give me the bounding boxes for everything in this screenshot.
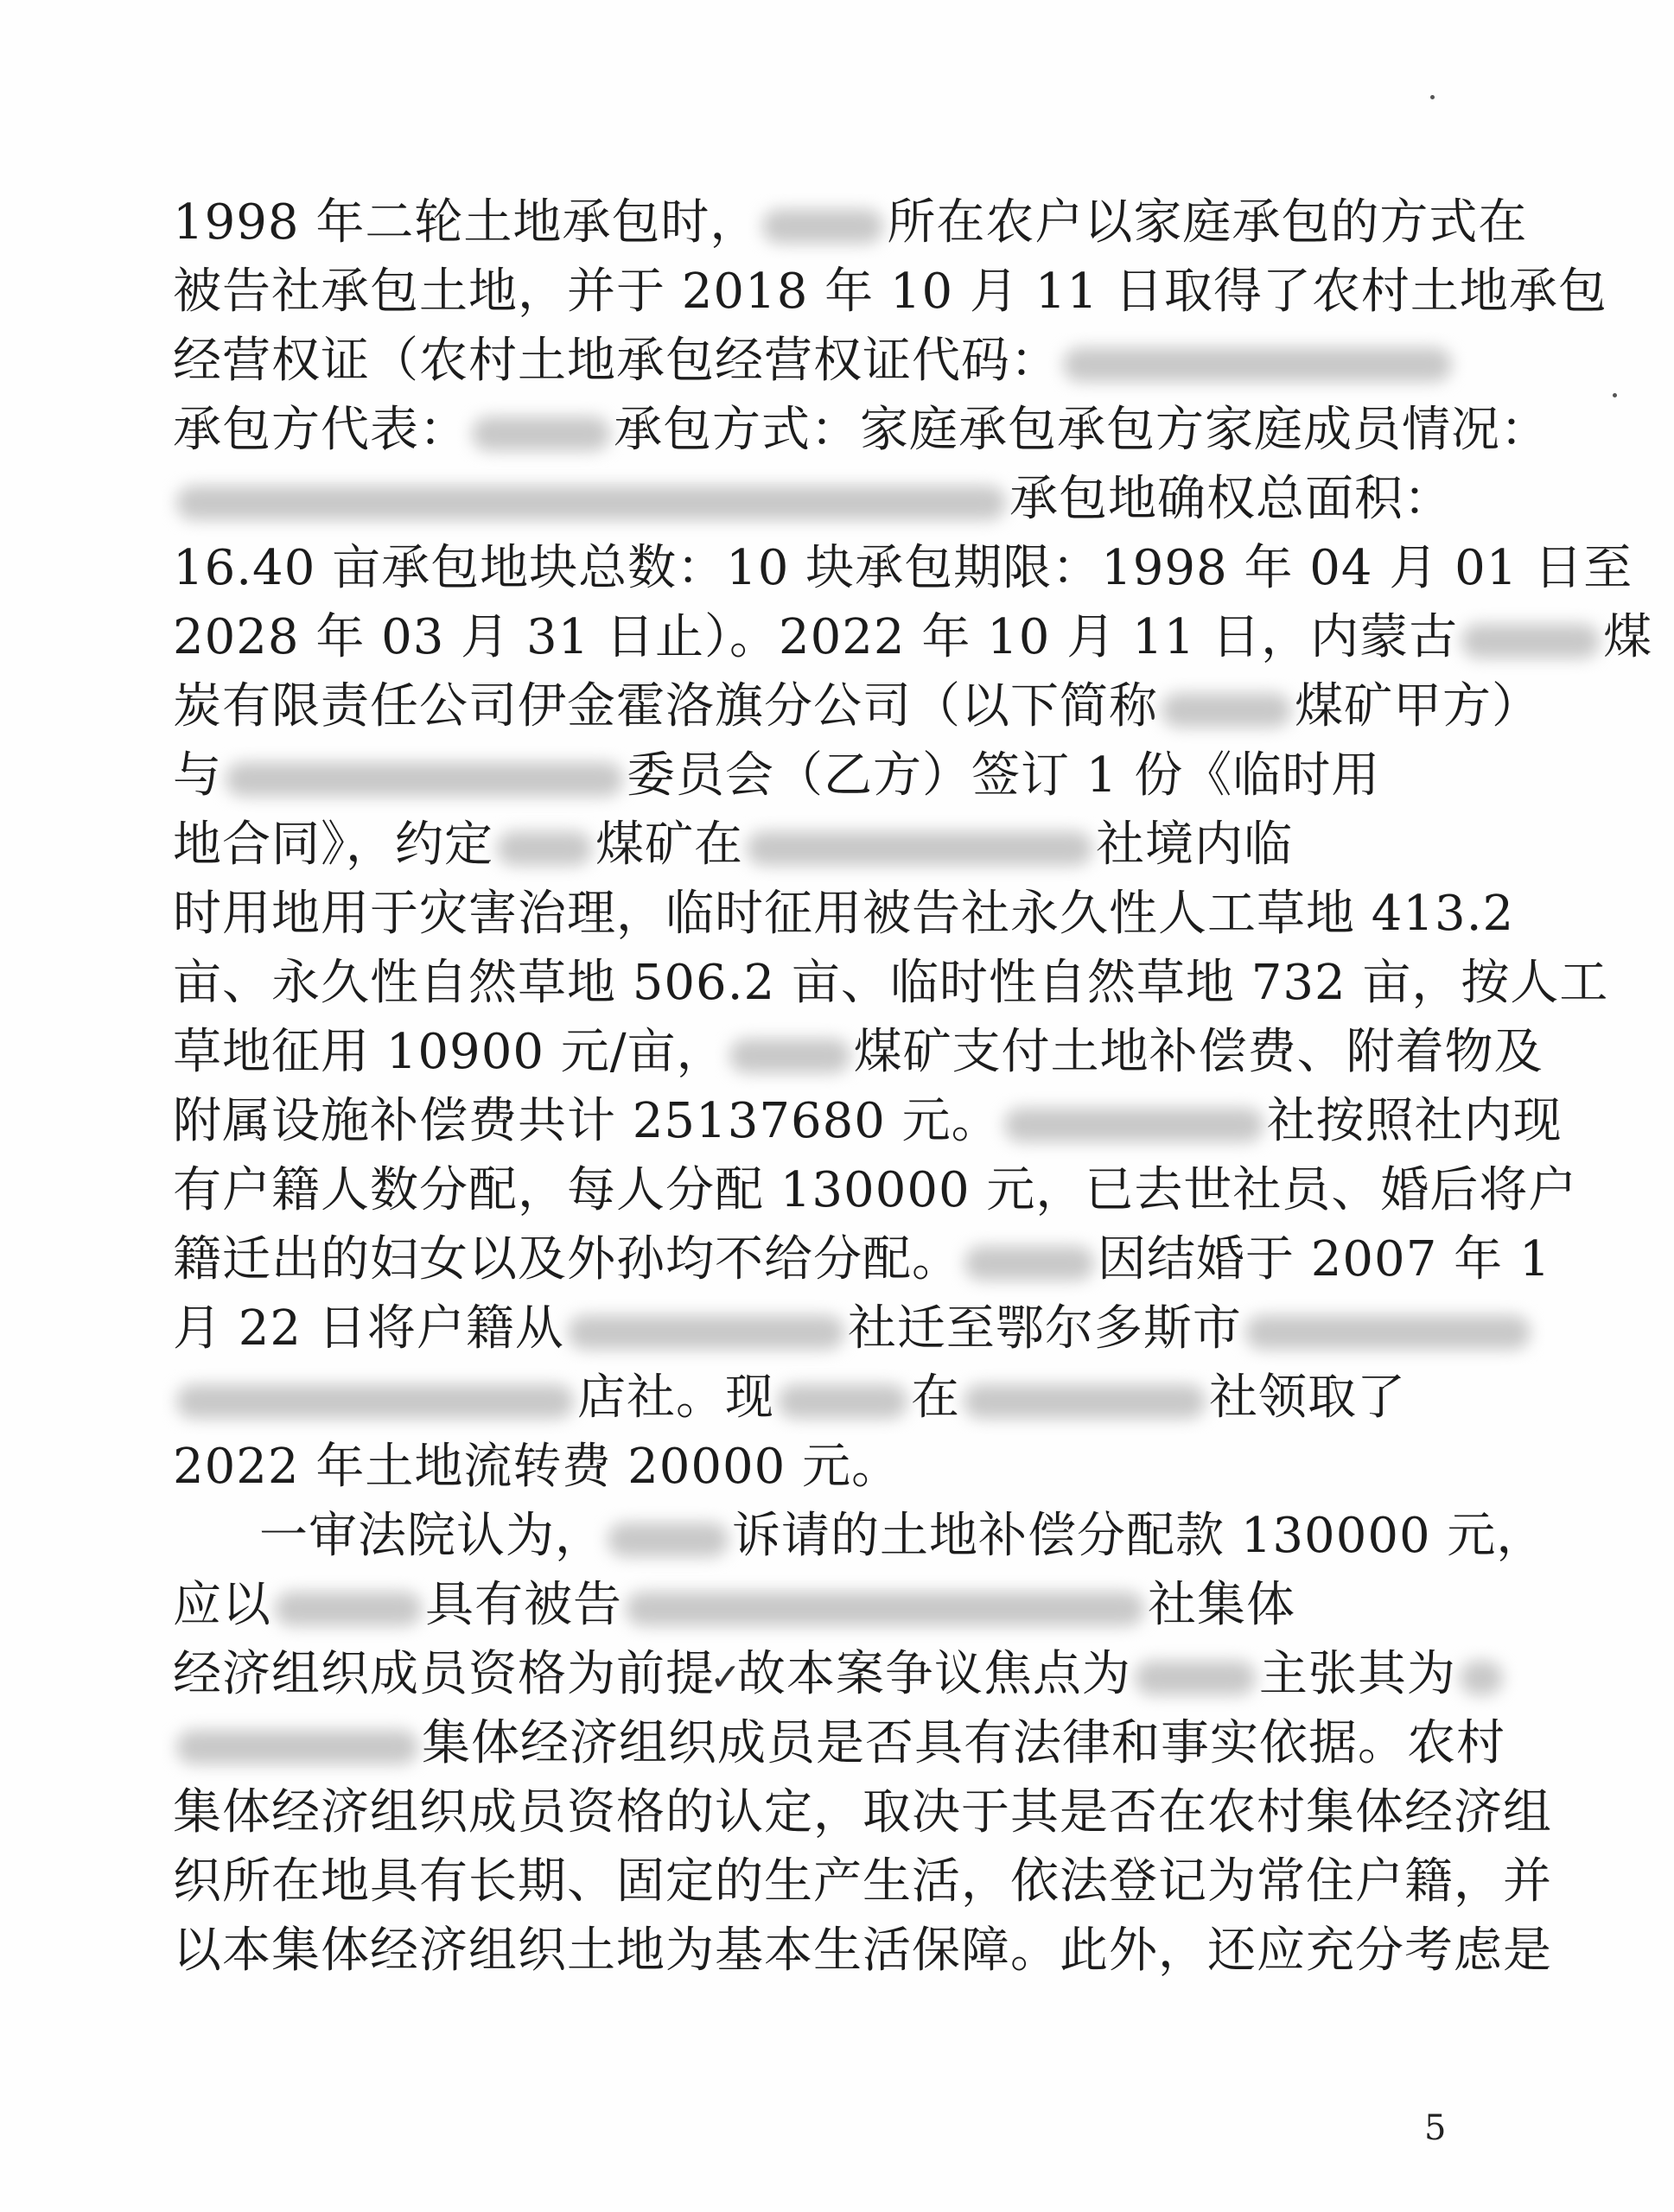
redacted-name bbox=[1135, 1661, 1256, 1695]
text-line bbox=[173, 741, 1452, 810]
text-line bbox=[173, 1294, 1452, 1363]
text-line bbox=[173, 465, 1452, 534]
text-segment: 与 bbox=[173, 747, 222, 804]
redacted-company-name bbox=[497, 831, 592, 866]
scan-speck bbox=[1613, 393, 1617, 397]
text-segment: 2028 年 03 月 31 日止）。2022 年 10 月 11 日，内蒙古 bbox=[173, 609, 1459, 665]
text-segment: 地合同》，约定 bbox=[173, 817, 493, 873]
text-segment: 诉请的土地补偿分配款 130000 元， bbox=[732, 1508, 1546, 1564]
text-segment: 社集体 bbox=[1148, 1577, 1295, 1633]
redacted-village-name bbox=[226, 762, 623, 797]
redacted-company-name bbox=[729, 1039, 850, 1073]
text-line bbox=[173, 810, 1452, 880]
text-segment: 16.40 亩承包地块总数：10 块承包期限：1998 年 04 月 01 日至 bbox=[173, 540, 1633, 596]
text-line bbox=[173, 1087, 1563, 1156]
text-segment: 社按照社内现 bbox=[1266, 1093, 1563, 1149]
redacted-village-name bbox=[568, 1315, 844, 1350]
redacted-name bbox=[762, 209, 883, 244]
text-line bbox=[173, 327, 1452, 396]
scan-speck bbox=[1430, 95, 1435, 99]
text-line bbox=[173, 534, 1633, 603]
text-segment: 集体经济组织成员资格的认定，取决于其是否在农村集体经济组 bbox=[173, 1784, 1552, 1840]
text-line bbox=[173, 1916, 1552, 1986]
text-line bbox=[173, 880, 1515, 949]
text-segment: 1998 年二轮土地承包时， bbox=[173, 194, 760, 251]
text-segment: 店社。现 bbox=[577, 1370, 774, 1426]
text-segment: 2022 年土地流转费 20000 元。 bbox=[173, 1439, 901, 1495]
redacted-place-name bbox=[176, 1384, 574, 1419]
text-segment: 应以 bbox=[173, 1577, 271, 1633]
text-segment: 炭有限责任公司伊金霍洛旗分公司（以下简称 bbox=[173, 678, 1158, 734]
text-line bbox=[259, 1502, 1546, 1571]
redacted-village-name bbox=[1004, 1108, 1263, 1142]
text-line bbox=[173, 1018, 1544, 1087]
text-segment: 月 22 日将户籍从 bbox=[173, 1300, 564, 1357]
text-segment: 亩、永久性自然草地 506.2 亩、临时性自然草地 732 亩，按人工 bbox=[173, 955, 1609, 1011]
text-line bbox=[173, 1571, 1452, 1640]
text-line bbox=[173, 1363, 1452, 1433]
redacted-village-name bbox=[964, 1384, 1206, 1419]
text-segment: 经营权证（农村土地承包经营权证代码： bbox=[173, 333, 1060, 389]
text-segment: 被告社承包土地，并于 2018 年 10 月 11 日取得了农村土地承包 bbox=[173, 264, 1607, 320]
redacted-village-name bbox=[1460, 1661, 1503, 1695]
text-line bbox=[173, 396, 1550, 465]
text-line bbox=[173, 188, 1528, 257]
text-line bbox=[173, 1778, 1552, 1847]
redacted-village-name bbox=[747, 831, 1092, 866]
text-line bbox=[173, 1225, 1551, 1294]
text-line bbox=[173, 1847, 1552, 1916]
text-line bbox=[173, 1433, 1452, 1502]
text-segment: 故本案争议焦点为 bbox=[736, 1646, 1131, 1702]
redacted-company-name bbox=[1461, 624, 1600, 658]
page-number: 5 bbox=[1424, 2108, 1447, 2148]
redacted-name bbox=[608, 1522, 729, 1557]
text-line bbox=[173, 672, 1541, 741]
text-segment: 在 bbox=[911, 1370, 960, 1426]
text-segment: 社境内临 bbox=[1096, 817, 1293, 873]
text-segment: 煤矿甲方） bbox=[1295, 678, 1541, 734]
text-segment: 具有被告 bbox=[425, 1577, 622, 1633]
text-segment: 社领取了 bbox=[1209, 1370, 1406, 1426]
text-line bbox=[173, 1640, 1456, 1709]
text-segment: 籍迁出的妇女以及外孙均不给分配。 bbox=[173, 1231, 961, 1287]
text-segment: 所在农户以家庭承包的方式在 bbox=[887, 194, 1528, 251]
redacted-company-name bbox=[1162, 693, 1291, 728]
text-line bbox=[173, 1156, 1578, 1225]
text-segment: 织所在地具有长期、固定的生产生活，依法登记为常住户籍，并 bbox=[173, 1853, 1552, 1910]
text-segment: 煤矿在 bbox=[595, 817, 743, 873]
text-segment: 煤矿支付土地补偿费、附着物及 bbox=[853, 1024, 1544, 1080]
text-segment: 因结婚于 2007 年 1 bbox=[1098, 1231, 1551, 1287]
text-segment: 煤 bbox=[1603, 609, 1653, 665]
redacted-certificate-code bbox=[1063, 347, 1452, 382]
text-segment: 委员会（乙方）签订 1 份《临时用 bbox=[627, 747, 1381, 804]
text-segment: 承包方式：家庭承包承包方家庭成员情况： bbox=[614, 402, 1550, 458]
text-segment: 社迁至鄂尔多斯市 bbox=[847, 1300, 1242, 1357]
text-segment: 经济组织成员资格为前提 bbox=[173, 1646, 715, 1702]
redacted-village-name bbox=[176, 1730, 418, 1764]
redacted-place-name bbox=[1245, 1315, 1531, 1350]
text-line bbox=[173, 949, 1609, 1018]
redacted-village-name bbox=[626, 1592, 1144, 1626]
redacted-family-members bbox=[176, 486, 1006, 520]
text-segment: 以本集体经济组织土地为基本生活保障。此外，还应充分考虑是 bbox=[173, 1923, 1552, 1979]
redacted-name bbox=[472, 416, 610, 451]
text-segment: 一审法院认为， bbox=[259, 1508, 604, 1564]
text-segment: 承包方代表： bbox=[173, 402, 468, 458]
text-line bbox=[173, 1709, 1505, 1778]
text-segment: 时用地用于灾害治理，临时征用被告社永久性人工草地 413.2 bbox=[173, 886, 1515, 942]
text-segment: 主张其为 bbox=[1258, 1646, 1456, 1702]
text-segment: 有户籍人数分配，每人分配 130000 元，已去世社员、婚后将户 bbox=[173, 1162, 1578, 1218]
text-segment: 集体经济组织成员是否具有法律和事实依据。农村 bbox=[422, 1715, 1505, 1771]
redacted-name bbox=[778, 1384, 907, 1419]
text-line bbox=[173, 257, 1607, 327]
text-line bbox=[173, 603, 1653, 672]
redacted-name bbox=[275, 1592, 422, 1626]
text-segment: 草地征用 10900 元/亩， bbox=[173, 1024, 726, 1080]
text-segment: 附属设施补偿费共计 25137680 元。 bbox=[173, 1093, 1001, 1149]
text-segment: 承包地确权总面积： bbox=[1009, 471, 1453, 527]
handwritten-check-mark-icon: ✓ bbox=[710, 1655, 742, 1700]
redacted-name bbox=[964, 1246, 1094, 1281]
